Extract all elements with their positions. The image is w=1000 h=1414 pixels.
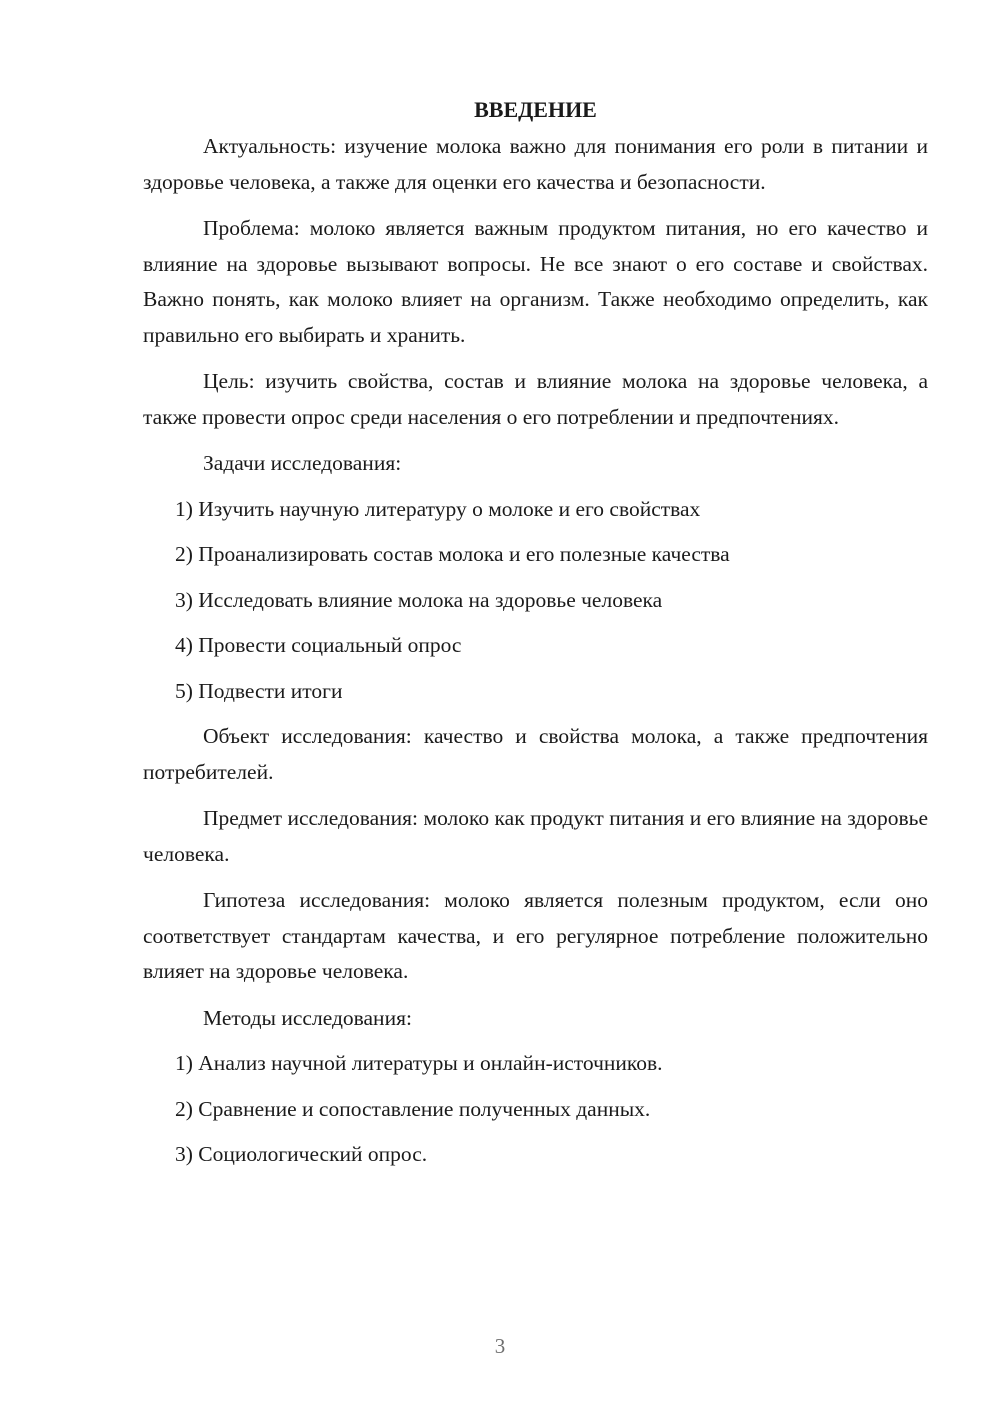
page-number: 3 xyxy=(494,1334,506,1358)
goal-paragraph: Цель: изучить свойства, состав и влияние молока на здоровье человека, а также провести опрос среди населения о его потреблении и предпочтениях. xyxy=(143,369,928,429)
object-paragraph: Объект исследования: качество и свойства молока, а также предпочтения потребителей. xyxy=(143,724,928,784)
task-item: 2) Проанализировать состав молока и его полезные качества xyxy=(175,542,730,566)
method-item: 2) Сравнение и сопоставление полученных данных. xyxy=(175,1096,651,1121)
relevance-paragraph: Актуальность: изучение молока важно для понимания его роли в питании и здоровье человека, а также для оценки его качества и безопасности. xyxy=(143,134,928,194)
problem-paragraph: Проблема: молоко является важным продуктом питания, но его качество и влияние на здоровье вызывают вопросы. Не все знают о его составе и свойствах. Важно понять, как молоко влияет на организм. Также необходимо определить, как правильно его выбирать и хранить. xyxy=(143,216,928,347)
method-item: 1) Анализ научной литературы и онлайн-источников. xyxy=(175,1051,663,1075)
subject-paragraph: Предмет исследования: молоко как продукт питания и его влияние на здоровье человека. xyxy=(143,806,928,866)
task-item: 4) Провести социальный опрос xyxy=(175,633,462,657)
tasks-list xyxy=(143,492,928,710)
task-item: 5) Подвести итоги xyxy=(175,678,343,703)
task-item: 1) Изучить научную литературу о молоке и его свойствах xyxy=(175,496,701,521)
method-item: 3) Социологический опрос. xyxy=(175,1142,428,1166)
hypothesis-paragraph: Гипотеза исследования: молоко является полезным продуктом, если оно соответствует стандартам качества, и его регулярное потребление положительно влияет на здоровье человека. xyxy=(143,888,928,983)
methods-list xyxy=(143,1046,928,1173)
page-title: ВВЕДЕНИЕ xyxy=(474,97,597,122)
document-page xyxy=(143,92,928,1183)
task-item: 3) Исследовать влияние молока на здоровье человека xyxy=(175,587,663,612)
tasks-heading: Задачи исследования: xyxy=(203,451,402,475)
methods-heading: Методы исследования: xyxy=(203,1005,412,1030)
